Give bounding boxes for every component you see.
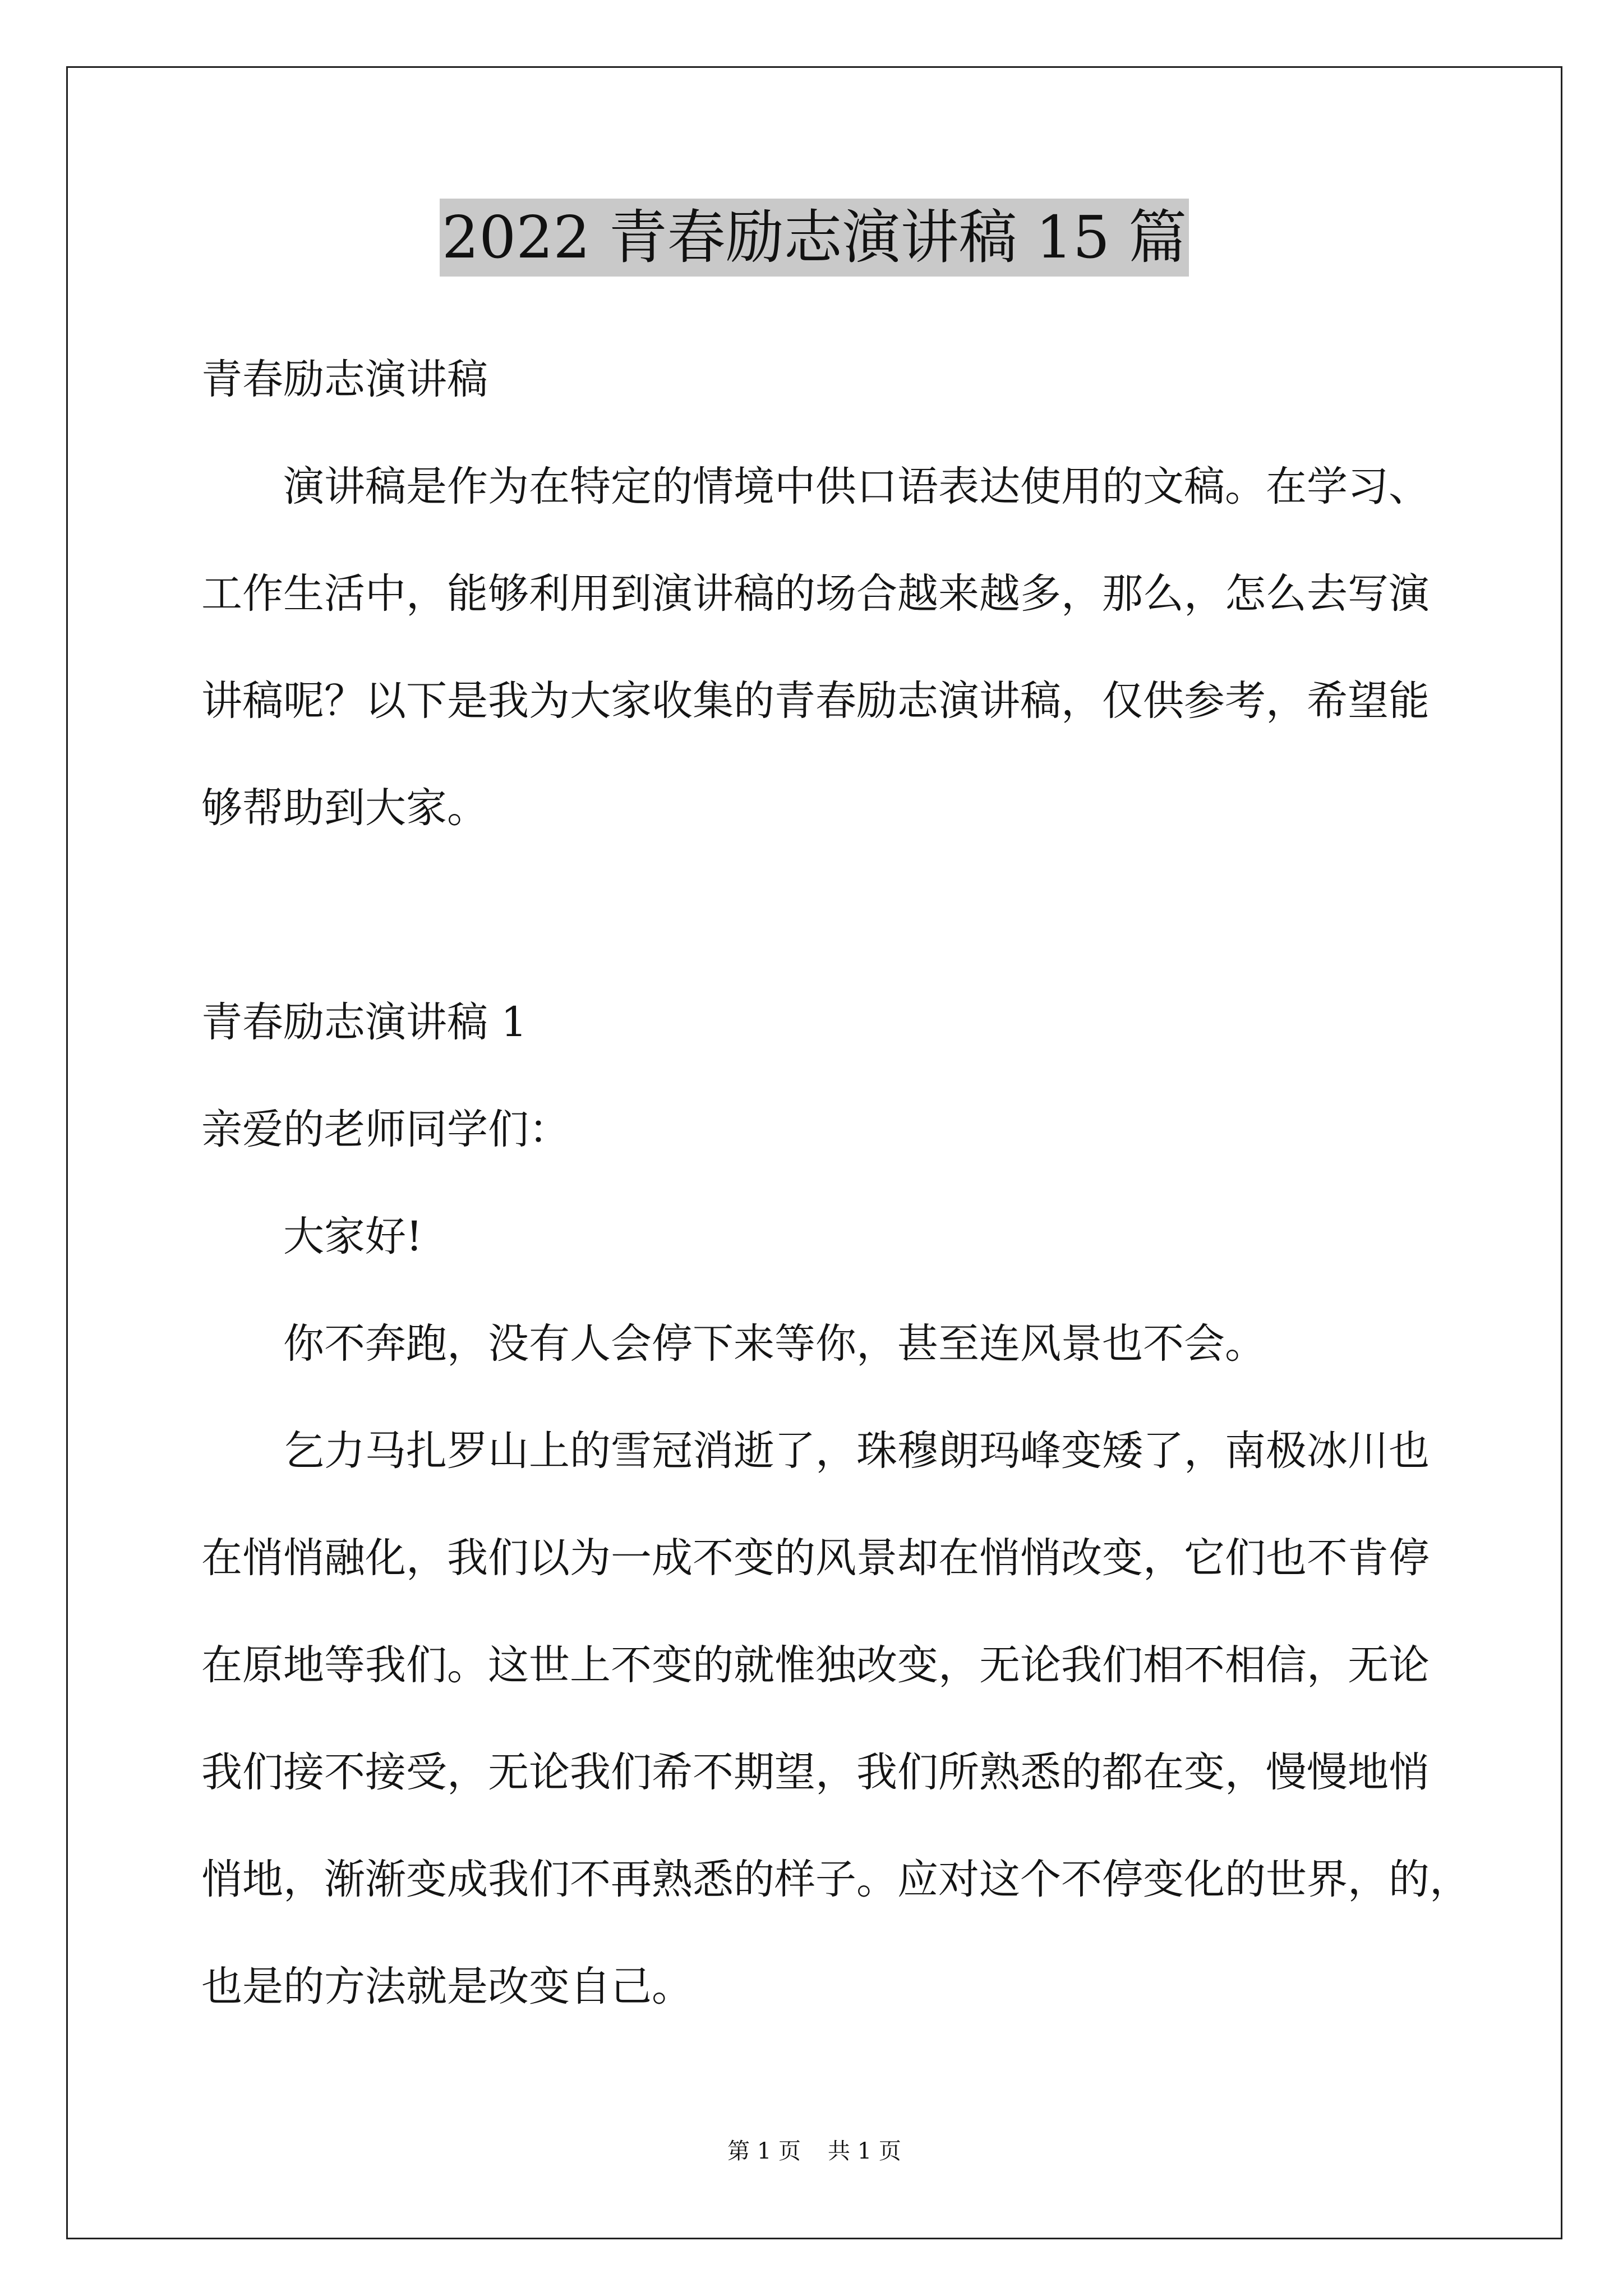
- page-number-total: 共 1 页: [828, 2138, 901, 2164]
- paragraph-line: 也是的方法就是改变自己。: [201, 1963, 693, 2010]
- paragraph-line: 演讲稿是作为在特定的情境中供口语表达使用的文稿。在学习、: [283, 463, 1430, 510]
- page-number-current: 第 1 页: [727, 2138, 801, 2164]
- paragraph-line: 在悄悄融化，我们以为一成不变的风景却在悄悄改变，它们也不肯停: [201, 1534, 1430, 1582]
- page-footer: [66, 2134, 1562, 2168]
- paragraph-1: [201, 1290, 1433, 1397]
- document-body: [201, 326, 1470, 2040]
- salutation: 亲爱的老师同学们：: [201, 1106, 570, 1153]
- paragraph-line: 我们接不接受，无论我们希不期望，我们所熟悉的都在变，慢慢地悄: [201, 1749, 1430, 1796]
- paragraph-line: 你不奔跑，没有人会停下来等你，甚至连风景也不会。: [283, 1320, 1266, 1368]
- greeting: 大家好!: [283, 1213, 423, 1260]
- paragraph-line: 在原地等我们。这世上不变的就惟独改变，无论我们相不相信，无论: [201, 1641, 1430, 1689]
- paragraph-line: 悄地，渐渐变成我们不再熟悉的样子。应对这个不停变化的世界，的，: [201, 1856, 1470, 1903]
- paragraph-2: [201, 1397, 1470, 2040]
- document-title: 2022 青春励志演讲稿 15 篇: [440, 199, 1189, 277]
- intro-paragraph: [201, 433, 1433, 862]
- paragraph-line: 讲稿呢？以下是我为大家收集的青春励志演讲稿，仅供参考，希望能: [201, 677, 1430, 725]
- speech-heading: 青春励志演讲稿 1: [201, 999, 527, 1046]
- paragraph-line: 乞力马扎罗山上的雪冠消逝了，珠穆朗玛峰变矮了，南极冰川也: [283, 1427, 1430, 1475]
- paragraph-line: 工作生活中，能够利用到演讲稿的场合越来越多，那么，怎么去写演: [201, 570, 1430, 618]
- blank-line: [201, 862, 1433, 969]
- section-heading: 青春励志演讲稿: [201, 356, 488, 403]
- paragraph-line: 够帮助到大家。: [201, 784, 488, 832]
- title-block: [66, 199, 1562, 277]
